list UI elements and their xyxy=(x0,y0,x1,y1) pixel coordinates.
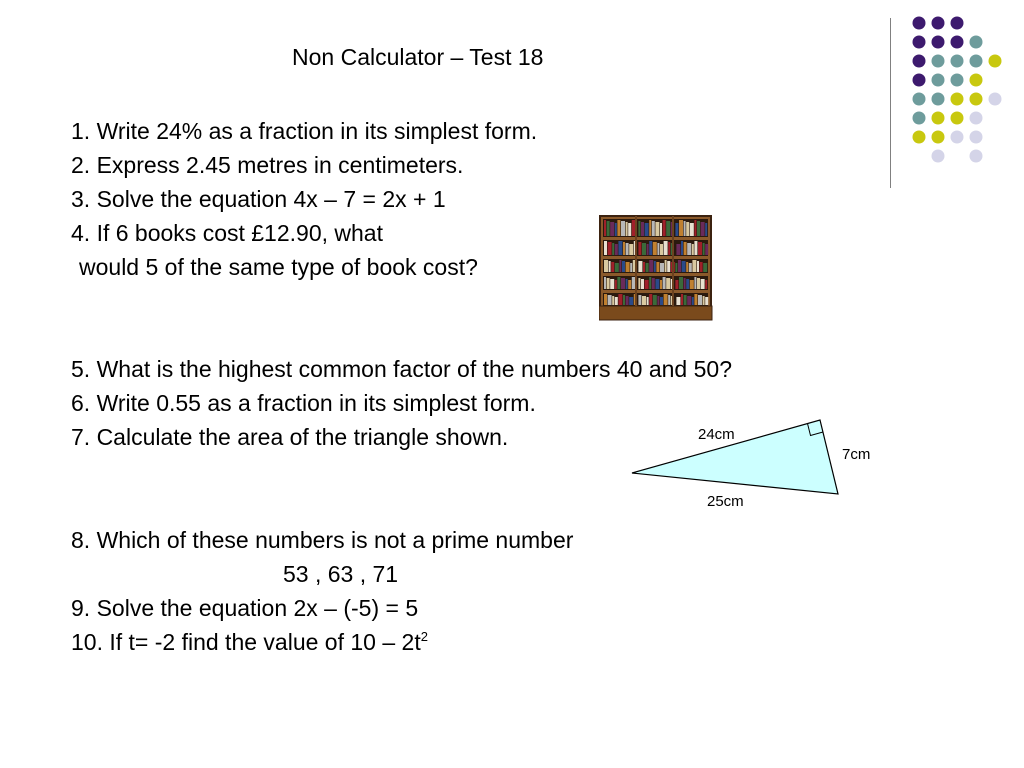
book xyxy=(642,296,646,305)
book xyxy=(647,244,649,255)
book xyxy=(621,278,625,289)
book xyxy=(656,262,659,272)
book xyxy=(604,241,607,255)
book xyxy=(623,295,625,305)
book xyxy=(617,277,620,289)
decorative-dot xyxy=(932,55,945,68)
book xyxy=(681,241,683,255)
book xyxy=(646,263,649,272)
book xyxy=(692,260,696,272)
book xyxy=(626,279,628,289)
book xyxy=(687,296,691,305)
book xyxy=(701,222,705,236)
decorative-dot xyxy=(989,55,1002,68)
book xyxy=(645,223,649,236)
book xyxy=(690,280,694,289)
book xyxy=(615,244,618,255)
book xyxy=(694,220,696,236)
book xyxy=(629,297,633,305)
question-4: 4. If 6 books cost £12.90, what xyxy=(71,220,383,246)
book xyxy=(615,223,617,236)
book xyxy=(611,262,614,272)
book xyxy=(638,261,642,272)
book xyxy=(612,243,614,255)
book xyxy=(703,243,705,255)
book xyxy=(660,297,663,305)
book xyxy=(692,244,694,255)
book xyxy=(628,280,631,289)
book xyxy=(660,244,663,255)
question-4-continued: would 5 of the same type of book cost? xyxy=(79,254,478,280)
book xyxy=(608,242,612,255)
question-9: 9. Solve the equation 2x – (-5) = 5 xyxy=(71,595,419,621)
book xyxy=(681,294,683,305)
book xyxy=(679,277,683,289)
book xyxy=(638,295,641,305)
book xyxy=(664,294,668,305)
book xyxy=(705,297,708,305)
decorative-dot xyxy=(951,36,964,49)
decorative-dot xyxy=(913,17,926,30)
book xyxy=(698,242,702,255)
book xyxy=(604,220,606,236)
book xyxy=(665,260,667,272)
book xyxy=(675,263,677,272)
question-8: 8. Which of these numbers is not a prime number xyxy=(71,527,574,553)
book xyxy=(630,263,632,272)
decorative-dot xyxy=(932,131,945,144)
question-2: 2. Express 2.45 metres in centimeters. xyxy=(71,152,464,178)
decorative-dot xyxy=(932,17,945,30)
decorative-dot xyxy=(932,112,945,125)
book xyxy=(692,297,694,305)
decorative-dot xyxy=(951,55,964,68)
triangle-shape xyxy=(632,420,838,494)
book xyxy=(642,243,646,255)
decorative-dot xyxy=(970,112,983,125)
book xyxy=(638,242,641,255)
question-10 xyxy=(71,628,428,656)
book xyxy=(649,241,652,255)
book xyxy=(703,296,705,305)
book xyxy=(703,263,707,272)
book xyxy=(641,279,644,289)
book xyxy=(649,277,651,289)
book xyxy=(647,297,649,305)
triangle-label-25cm: 25cm xyxy=(707,493,744,510)
decorative-dot xyxy=(913,55,926,68)
book xyxy=(649,294,652,305)
book xyxy=(675,223,678,236)
book xyxy=(622,261,625,272)
book xyxy=(667,261,670,272)
book xyxy=(697,221,700,236)
book xyxy=(621,221,625,236)
book xyxy=(649,260,653,272)
book xyxy=(666,278,670,289)
decorative-dot xyxy=(951,112,964,125)
book xyxy=(697,278,700,289)
book xyxy=(689,263,692,272)
book xyxy=(607,278,610,289)
decorative-dot xyxy=(913,36,926,49)
book xyxy=(604,260,608,272)
book xyxy=(626,296,629,305)
book xyxy=(663,277,666,289)
book xyxy=(668,295,670,305)
decorative-dot xyxy=(932,36,945,49)
book xyxy=(609,261,611,272)
book xyxy=(626,243,629,255)
book xyxy=(676,244,680,255)
decorative-divider-line xyxy=(890,18,891,188)
decorative-dot xyxy=(970,93,983,106)
book xyxy=(618,294,622,305)
book xyxy=(653,242,657,255)
book xyxy=(626,262,630,272)
triangle-diagram xyxy=(628,414,848,498)
book xyxy=(641,222,644,236)
book xyxy=(643,262,645,272)
book xyxy=(638,278,640,289)
book xyxy=(668,242,670,255)
question-10-text: 10. If t= -2 find the value of 10 – 2t xyxy=(71,629,421,655)
decorative-dot xyxy=(970,150,983,163)
book xyxy=(684,278,686,289)
book xyxy=(666,221,670,236)
book xyxy=(610,222,614,236)
book xyxy=(655,279,659,289)
book xyxy=(615,280,617,289)
book xyxy=(700,262,703,272)
book xyxy=(687,243,691,255)
book xyxy=(618,241,622,255)
question-10-exponent: 2 xyxy=(420,629,428,644)
book xyxy=(655,222,659,236)
book xyxy=(649,220,651,236)
book xyxy=(654,261,656,272)
book xyxy=(678,260,681,272)
question-1: 1. Write 24% as a fraction in its simplest form. xyxy=(71,118,538,144)
page-title: Non Calculator – Test 18 xyxy=(292,44,544,70)
book xyxy=(657,243,659,255)
decorative-dot xyxy=(932,74,945,87)
decorative-dot xyxy=(913,74,926,87)
book xyxy=(697,261,699,272)
book xyxy=(684,242,687,255)
decorative-dot xyxy=(913,112,926,125)
decorative-dot xyxy=(913,93,926,106)
book xyxy=(676,297,680,305)
book xyxy=(698,295,702,305)
decorative-dot xyxy=(951,17,964,30)
book xyxy=(638,221,640,236)
book xyxy=(660,280,662,289)
decorative-dot xyxy=(951,93,964,106)
bookshelf-icon xyxy=(599,215,715,321)
book xyxy=(663,220,666,236)
book xyxy=(617,220,620,236)
book xyxy=(612,296,614,305)
book xyxy=(604,277,606,289)
book xyxy=(684,295,687,305)
book xyxy=(660,223,662,236)
decorative-dot xyxy=(970,74,983,87)
triangle-label-7cm: 7cm xyxy=(842,446,871,463)
book xyxy=(690,223,694,236)
decorative-dot xyxy=(951,131,964,144)
book xyxy=(608,295,612,305)
decorative-dot xyxy=(989,93,1002,106)
book xyxy=(619,260,621,272)
book xyxy=(675,280,678,289)
book xyxy=(701,279,705,289)
decorative-dot xyxy=(970,131,983,144)
book xyxy=(686,279,689,289)
book xyxy=(645,280,649,289)
question-6: 6. Write 0.55 as a fraction in its simplest form. xyxy=(71,390,536,416)
book xyxy=(686,222,689,236)
book xyxy=(626,222,628,236)
book xyxy=(628,223,631,236)
decorative-dot xyxy=(970,55,983,68)
book xyxy=(629,244,633,255)
book xyxy=(694,277,696,289)
book xyxy=(610,279,614,289)
decorative-dot xyxy=(970,36,983,49)
question-7: 7. Calculate the area of the triangle shown. xyxy=(71,424,509,450)
book xyxy=(684,221,686,236)
book xyxy=(615,297,618,305)
book xyxy=(607,221,610,236)
question-8-numbers: 53 , 63 , 71 xyxy=(283,561,399,587)
triangle-label-24cm: 24cm xyxy=(698,426,735,443)
book xyxy=(705,223,707,236)
book xyxy=(660,263,664,272)
book xyxy=(705,280,707,289)
book xyxy=(652,221,655,236)
book xyxy=(652,278,655,289)
book xyxy=(653,295,657,305)
decorative-dot xyxy=(913,131,926,144)
book xyxy=(604,294,607,305)
book xyxy=(682,261,686,272)
question-5: 5. What is the highest common factor of the numbers 40 and 50? xyxy=(71,356,732,382)
book xyxy=(615,263,619,272)
decorative-dot xyxy=(932,150,945,163)
decorative-dot xyxy=(951,74,964,87)
book xyxy=(694,294,697,305)
book xyxy=(664,241,668,255)
question-3: 3. Solve the equation 4x – 7 = 2x + 1 xyxy=(71,186,446,212)
book xyxy=(705,244,708,255)
book xyxy=(686,262,688,272)
decorative-dot xyxy=(932,93,945,106)
book xyxy=(623,242,625,255)
book xyxy=(694,241,697,255)
book xyxy=(679,220,683,236)
book xyxy=(657,296,659,305)
